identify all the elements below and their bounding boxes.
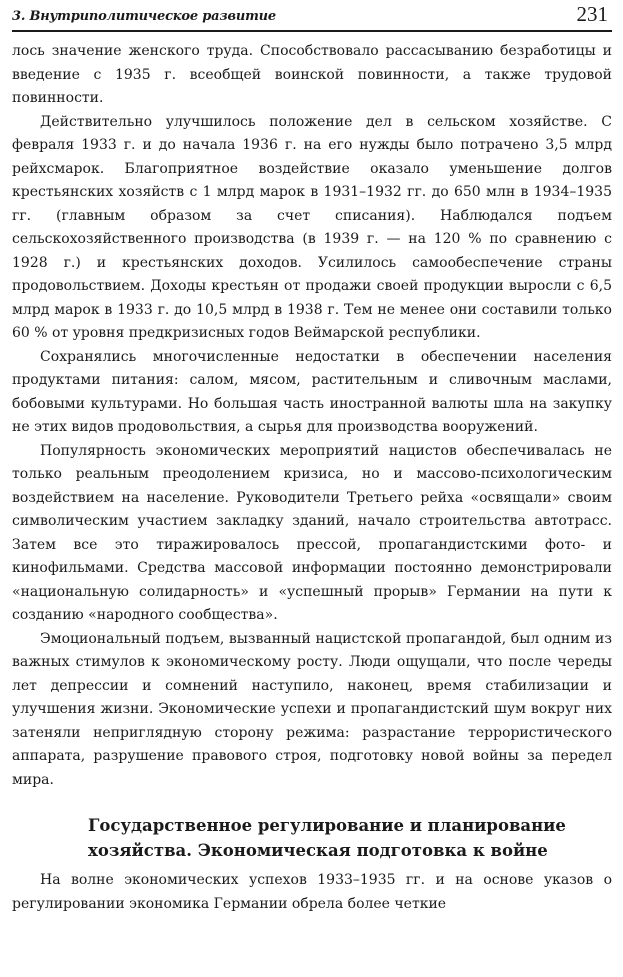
- running-header: [12, 0, 612, 32]
- paragraph-5: Эмоциональный подъем, вызванный нацистской пропагандой, был одним из важных стимулов к экономическому росту. Люди ощущали, что после череды лет депрессии и сомнений наступило, наконец, время стабилизации и улучшения жизни. Экономические успехи и пропагандистский шум вокруг них затеняли неприглядную сторону режима: разрастание террористического аппарата, разрушение правового строя, подготовку новой войны за передел мира.: [12, 630, 612, 788]
- page-number: 231: [576, 2, 608, 26]
- section-heading: Государственное регулирование и планирование хозяйства. Экономическая подготовка к войне: [88, 816, 566, 860]
- body-text: [12, 40, 612, 916]
- paragraph-4: Популярность экономических мероприятий нацистов обеспечивалась не только реальным преодолением кризиса, но и массово-психологическим воздействием на население. Руководители Третьего рейха «освящали» своим символическим участием закладку зданий, начало строительства автотрасс. Затем все это тиражировалось прессой, пропагандистскими фото- и кинофильмами. Средства массовой информации постоянно демонстрировали «национальную солидарность» и «успешный прорыв» Германии на пути к созданию «народного сообщества».: [12, 442, 612, 623]
- book-page: [12, 0, 612, 916]
- section-first-paragraph: На волне экономических успехов 1933–1935 гг. и на основе указов о регулировании экономика Германии обрела более четкие: [12, 872, 612, 912]
- paragraph-2: Действительно улучшилось положение дел в сельском хозяйстве. С февраля 1933 г. и до начала 1936 г. на его нужды было потрачено 3,5 млрд рейхсмарок. Благоприятное воздействие оказало уменьшение долгов крестьянских хозяйств с 1 млрд марок в 1931–1932 гг. до 650 млн в 1934–1935 гг. (главным образом за счет списания). Наблюдался подъем сельскохозяйственного производства (в 1939 г. — на 120 % по сравнению с 1928 г.) и крестьянских доходов. Усилилось самообеспечение страны продовольствием. Доходы крестьян от продажи своей продукции выросли с 6,5 млрд марок в 1933 г. до 10,5 млрд в 1938 г. Тем не менее они составили только 60 % от уровня предкризисных годов Веймарской республики.: [12, 113, 612, 341]
- paragraph-3: Сохранялись многочисленные недостатки в обеспечении населения продуктами питания: салом, мясом, растительным и сливочным маслами, бобовыми культурами. Но большая часть иностранной валюты шла на закупку не этих видов продовольствия, а сырья для производства вооружений.: [12, 348, 612, 435]
- paragraph-1: лось значение женского труда. Способствовало рассасыванию безработицы и введение с 1935 г. всеобщей воинской повинности, а также трудовой повинности.: [12, 43, 612, 106]
- running-title: 3. Внутриполитическое развитие: [12, 9, 276, 24]
